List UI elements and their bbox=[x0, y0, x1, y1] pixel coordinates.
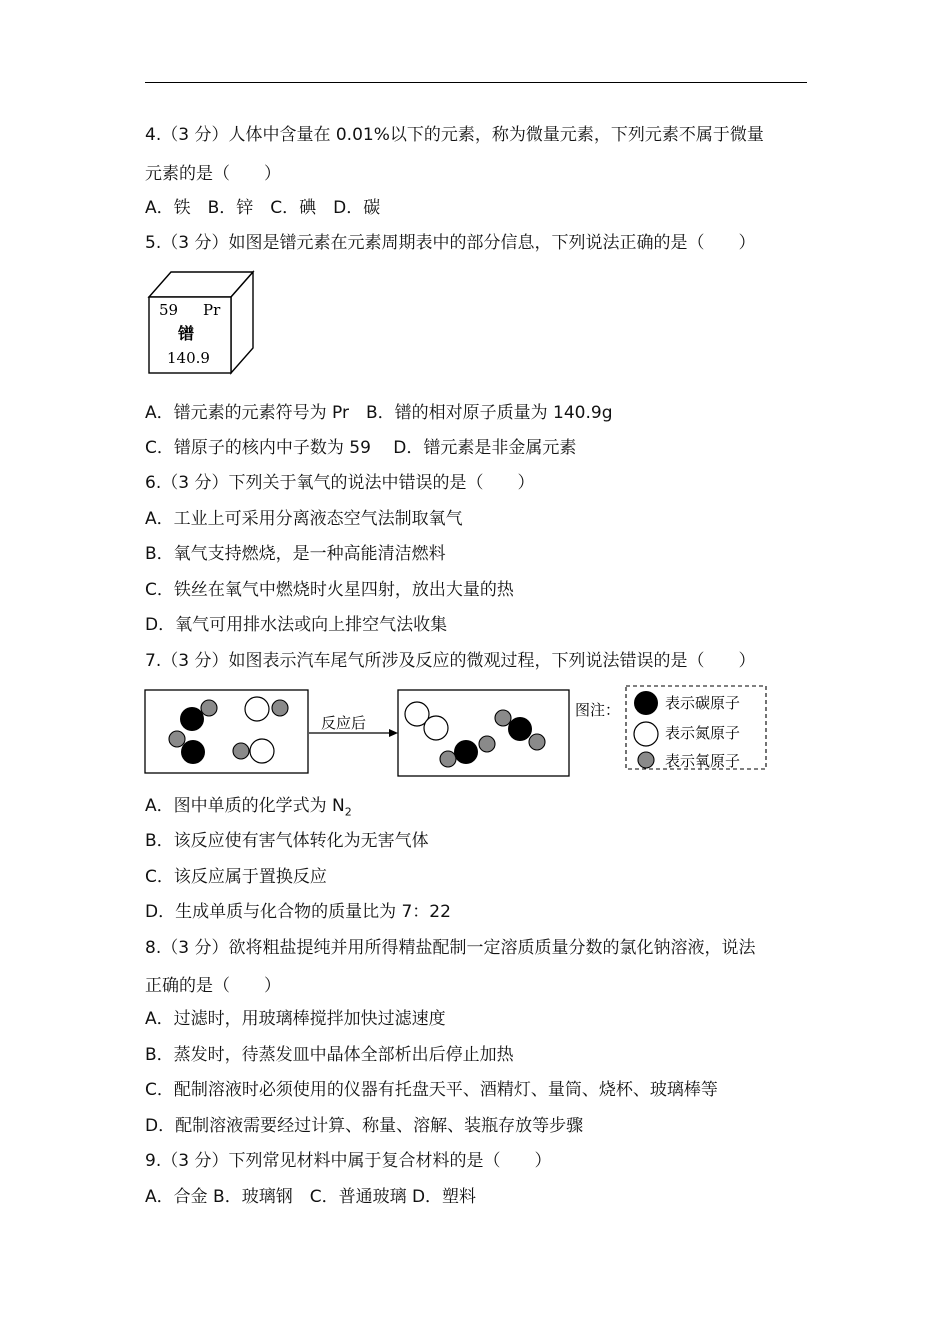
legend-title: 图注： bbox=[575, 701, 621, 719]
q7-option-a-subscript: 2 bbox=[344, 805, 352, 819]
q8-stem-line1: 8.（3 分）欲将粗盐提纯并用所得精盐配制一定溶质质量分数的氯化钠溶液，说法 bbox=[145, 938, 756, 958]
q4-options: A．铁 B．锌 C．碘 D．碳 bbox=[145, 198, 381, 218]
q7-option-a bbox=[145, 794, 352, 824]
q7-option-a-text: A．图中单质的化学式为 N bbox=[145, 796, 345, 816]
q8-option-a: A．过滤时，用玻璃棒搅拌加快过滤速度 bbox=[145, 1009, 446, 1029]
q8-option-b: B．蒸发时，待蒸发皿中晶体全部析出后停止加热 bbox=[145, 1045, 514, 1065]
element-card-praseodymium bbox=[147, 270, 257, 380]
q6-option-c: C．铁丝在氧气中燃烧时火星四射，放出大量的热 bbox=[145, 580, 514, 600]
q4-stem-line2: 元素的是（ ） bbox=[145, 164, 281, 184]
q6-stem: 6.（3 分）下列关于氧气的说法中错误的是（ ） bbox=[145, 473, 535, 493]
legend-carbon: 表示碳原子 bbox=[665, 694, 741, 712]
legend-oxygen: 表示氧原子 bbox=[665, 752, 741, 770]
q4-stem-line1: 4.（3 分）人体中含量在 0.01%以下的元素，称为微量元素，下列元素不属于微量 bbox=[145, 125, 764, 145]
q7-option-d: D．生成单质与化合物的质量比为 7：22 bbox=[145, 902, 451, 922]
header-rule bbox=[145, 82, 807, 83]
element-name: 镨 bbox=[178, 324, 195, 343]
q5-stem: 5.（3 分）如图是镨元素在元素周期表中的部分信息，下列说法正确的是（ ） bbox=[145, 233, 756, 253]
reaction-diagram bbox=[143, 682, 773, 782]
element-number: 59 bbox=[159, 301, 179, 319]
q8-option-c: C．配制溶液时必须使用的仪器有托盘天平、酒精灯、量筒、烧杯、玻璃棒等 bbox=[145, 1080, 718, 1100]
q9-stem: 9.（3 分）下列常见材料中属于复合材料的是（ ） bbox=[145, 1151, 552, 1171]
element-mass: 140.9 bbox=[167, 349, 210, 367]
q7-stem: 7.（3 分）如图表示汽车尾气所涉及反应的微观过程，下列说法错误的是（ ） bbox=[145, 651, 756, 671]
q6-option-a: A．工业上可采用分离液态空气法制取氧气 bbox=[145, 509, 463, 529]
q8-option-d: D．配制溶液需要经过计算、称量、溶解、装瓶存放等步骤 bbox=[145, 1116, 584, 1136]
arrow-label: 反应后 bbox=[321, 714, 367, 732]
element-symbol: Pr bbox=[203, 301, 221, 319]
q8-stem-line2: 正确的是（ ） bbox=[145, 976, 281, 996]
q5-options-ab: A．镨元素的元素符号为 Pr B．镨的相对原子质量为 140.9g bbox=[145, 403, 613, 423]
q6-option-d: D．氧气可用排水法或向上排空气法收集 bbox=[145, 615, 448, 635]
legend-nitrogen: 表示氮原子 bbox=[665, 724, 741, 742]
q7-option-c: C．该反应属于置换反应 bbox=[145, 867, 327, 887]
q9-options: A．合金 B．玻璃钢 C．普通玻璃 D．塑料 bbox=[145, 1187, 477, 1207]
q6-option-b: B．氧气支持燃烧，是一种高能清洁燃料 bbox=[145, 544, 446, 564]
q7-option-b: B．该反应使有害气体转化为无害气体 bbox=[145, 831, 429, 851]
q5-options-cd: C．镨原子的核内中子数为 59 D．镨元素是非金属元素 bbox=[145, 438, 577, 458]
